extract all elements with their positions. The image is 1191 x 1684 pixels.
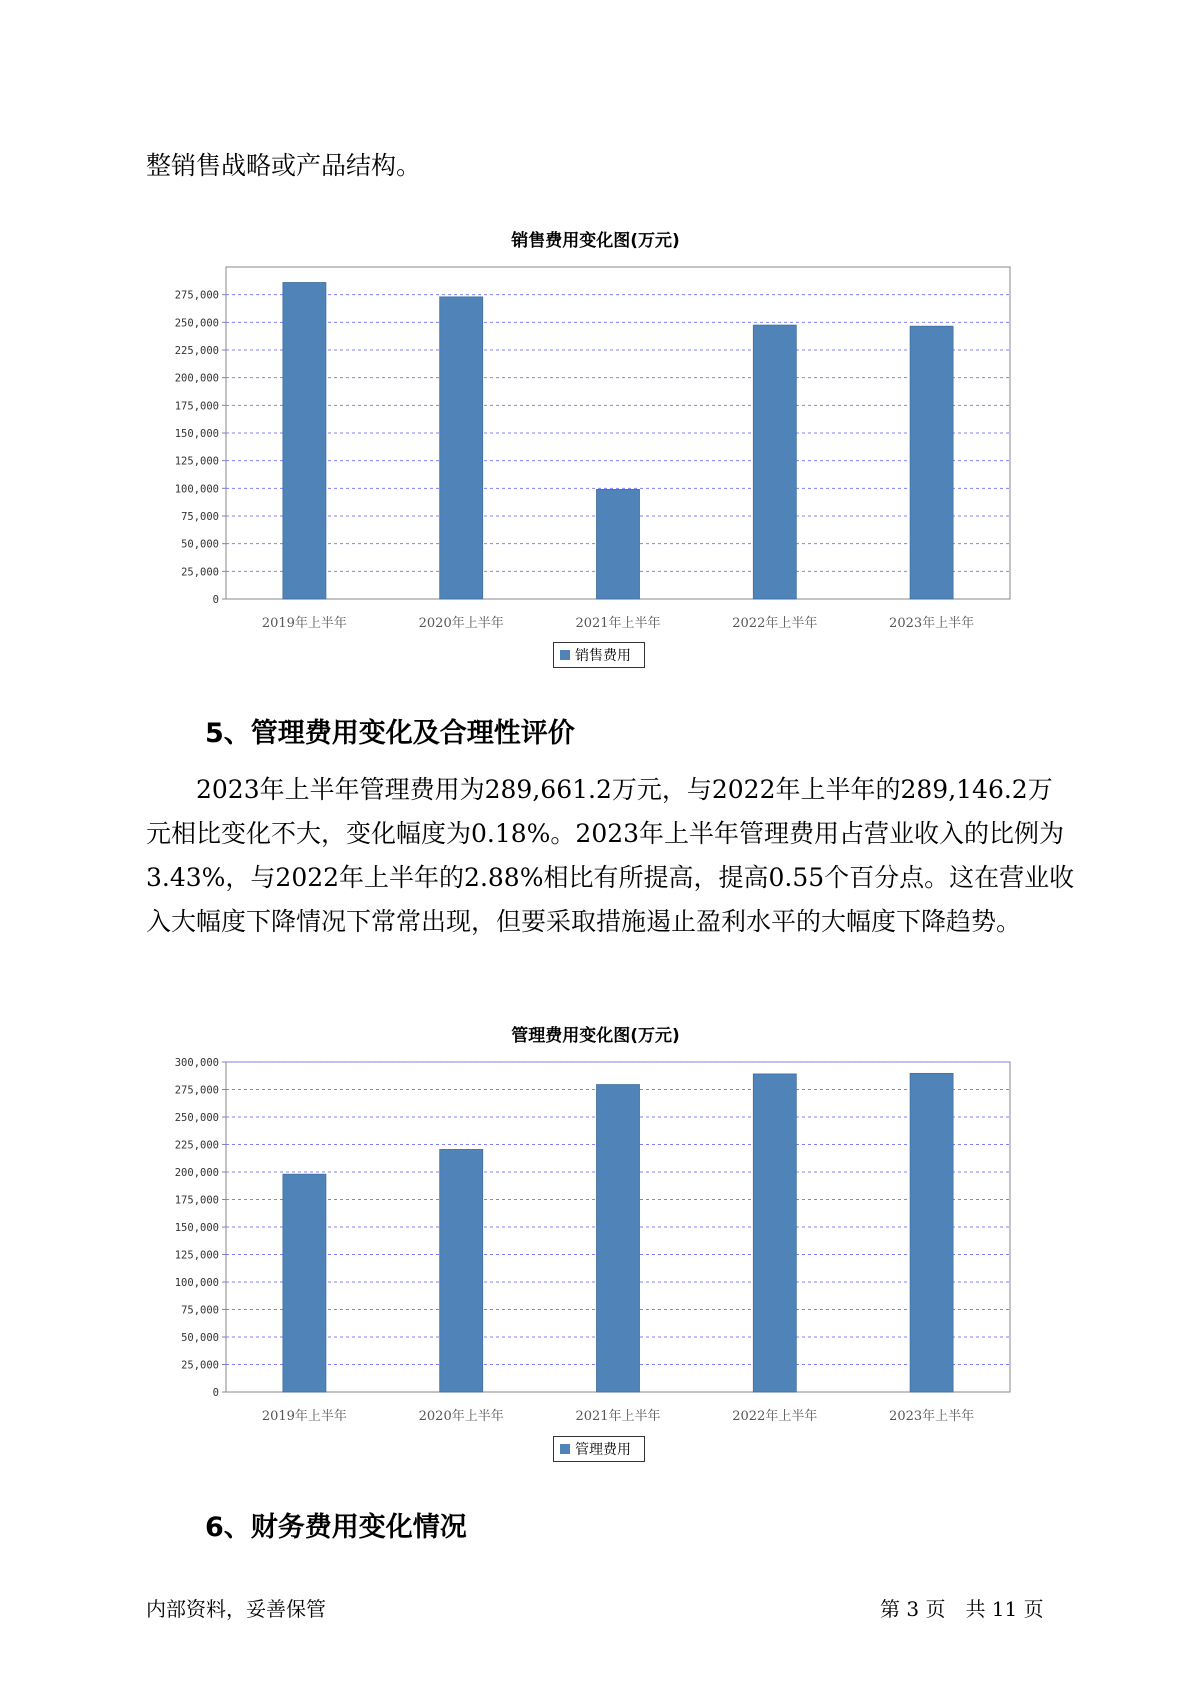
y-tick-label: 25,000	[181, 566, 219, 579]
y-tick-label: 225,000	[174, 345, 219, 357]
y-tick-label: 150,000	[174, 1222, 219, 1234]
x-tick-label: 2023年上半年	[889, 616, 975, 631]
legend-swatch	[560, 650, 570, 660]
y-tick-label: 150,000	[174, 428, 219, 440]
bar	[283, 282, 326, 599]
y-tick-label: 275,000	[174, 1084, 219, 1097]
y-tick-label: 225,000	[174, 1139, 219, 1152]
bar	[910, 326, 953, 599]
y-tick-label: 25,000	[181, 1359, 219, 1372]
y-tick-label: 250,000	[174, 317, 219, 330]
y-tick-label: 200,000	[174, 1167, 219, 1179]
x-tick-label: 2022年上半年	[732, 1409, 818, 1424]
sales-expense-chart	[0, 260, 1191, 640]
bar	[753, 325, 796, 599]
x-tick-label: 2020年上半年	[418, 616, 504, 631]
footer-page-number: 第 3 页 共 11 页	[880, 1597, 1044, 1621]
section5-heading: 5、管理费用变化及合理性评价	[205, 718, 575, 749]
y-tick-label: 100,000	[174, 1277, 219, 1289]
y-tick-label: 75,000	[181, 511, 219, 523]
y-tick-label: 175,000	[174, 1194, 219, 1207]
bar	[910, 1073, 953, 1392]
bar	[440, 297, 483, 599]
y-tick-label: 175,000	[174, 400, 219, 413]
admin-expense-chart	[0, 1053, 1191, 1433]
legend-label-admin: 管理费用	[575, 1442, 631, 1458]
x-tick-label: 2020年上半年	[418, 1409, 504, 1424]
x-tick-label: 2019年上半年	[261, 616, 347, 631]
y-tick-label: 300,000	[174, 1057, 219, 1069]
footer-confidential: 内部资料，妥善保管	[146, 1597, 326, 1621]
legend-swatch	[560, 1444, 570, 1454]
legend-admin	[553, 1436, 645, 1462]
y-tick-label: 0	[212, 1387, 219, 1399]
y-tick-label: 50,000	[181, 1332, 219, 1344]
bar	[283, 1174, 326, 1392]
section6-heading: 6、财务费用变化情况	[205, 1512, 467, 1543]
x-tick-label: 2019年上半年	[261, 1409, 347, 1424]
y-tick-label: 125,000	[174, 1249, 219, 1262]
y-tick-label: 125,000	[174, 455, 219, 468]
y-tick-label: 50,000	[181, 538, 219, 551]
x-tick-label: 2023年上半年	[889, 1409, 975, 1424]
x-tick-label: 2022年上半年	[732, 616, 818, 631]
bar	[597, 1085, 640, 1392]
y-tick-label: 100,000	[174, 483, 219, 496]
y-tick-label: 75,000	[181, 1304, 219, 1317]
y-tick-label: 0	[212, 594, 219, 606]
continuation-text: 整销售战略或产品结构。	[146, 151, 422, 180]
chart-title-admin: 管理费用变化图(万元)	[511, 1026, 680, 1046]
section5-paragraph: 2023年上半年管理费用为289,661.2万元，与2022年上半年的289,146.2万元相比变化不大，变化幅度为0.18%。2023年上半年管理费用占营业收入的比例为3.43%，与2022年上半年的2.88%相比有所提高，提高0.55个百分点。这在营业收入大幅度下降情况下常常出现，但要采取措施遏止盈利水平的大幅度下降趋势。	[146, 775, 1075, 936]
bar	[753, 1074, 796, 1392]
y-tick-label: 200,000	[174, 372, 219, 385]
bar	[440, 1149, 483, 1392]
y-tick-label: 250,000	[174, 1112, 219, 1124]
legend-sales	[553, 642, 645, 668]
legend-label-sales: 销售费用	[575, 648, 631, 664]
x-tick-label: 2021年上半年	[575, 1409, 661, 1424]
y-tick-label: 275,000	[174, 289, 219, 302]
bar	[597, 489, 640, 599]
x-tick-label: 2021年上半年	[575, 616, 661, 631]
chart-title-sales: 销售费用变化图(万元)	[511, 231, 680, 251]
